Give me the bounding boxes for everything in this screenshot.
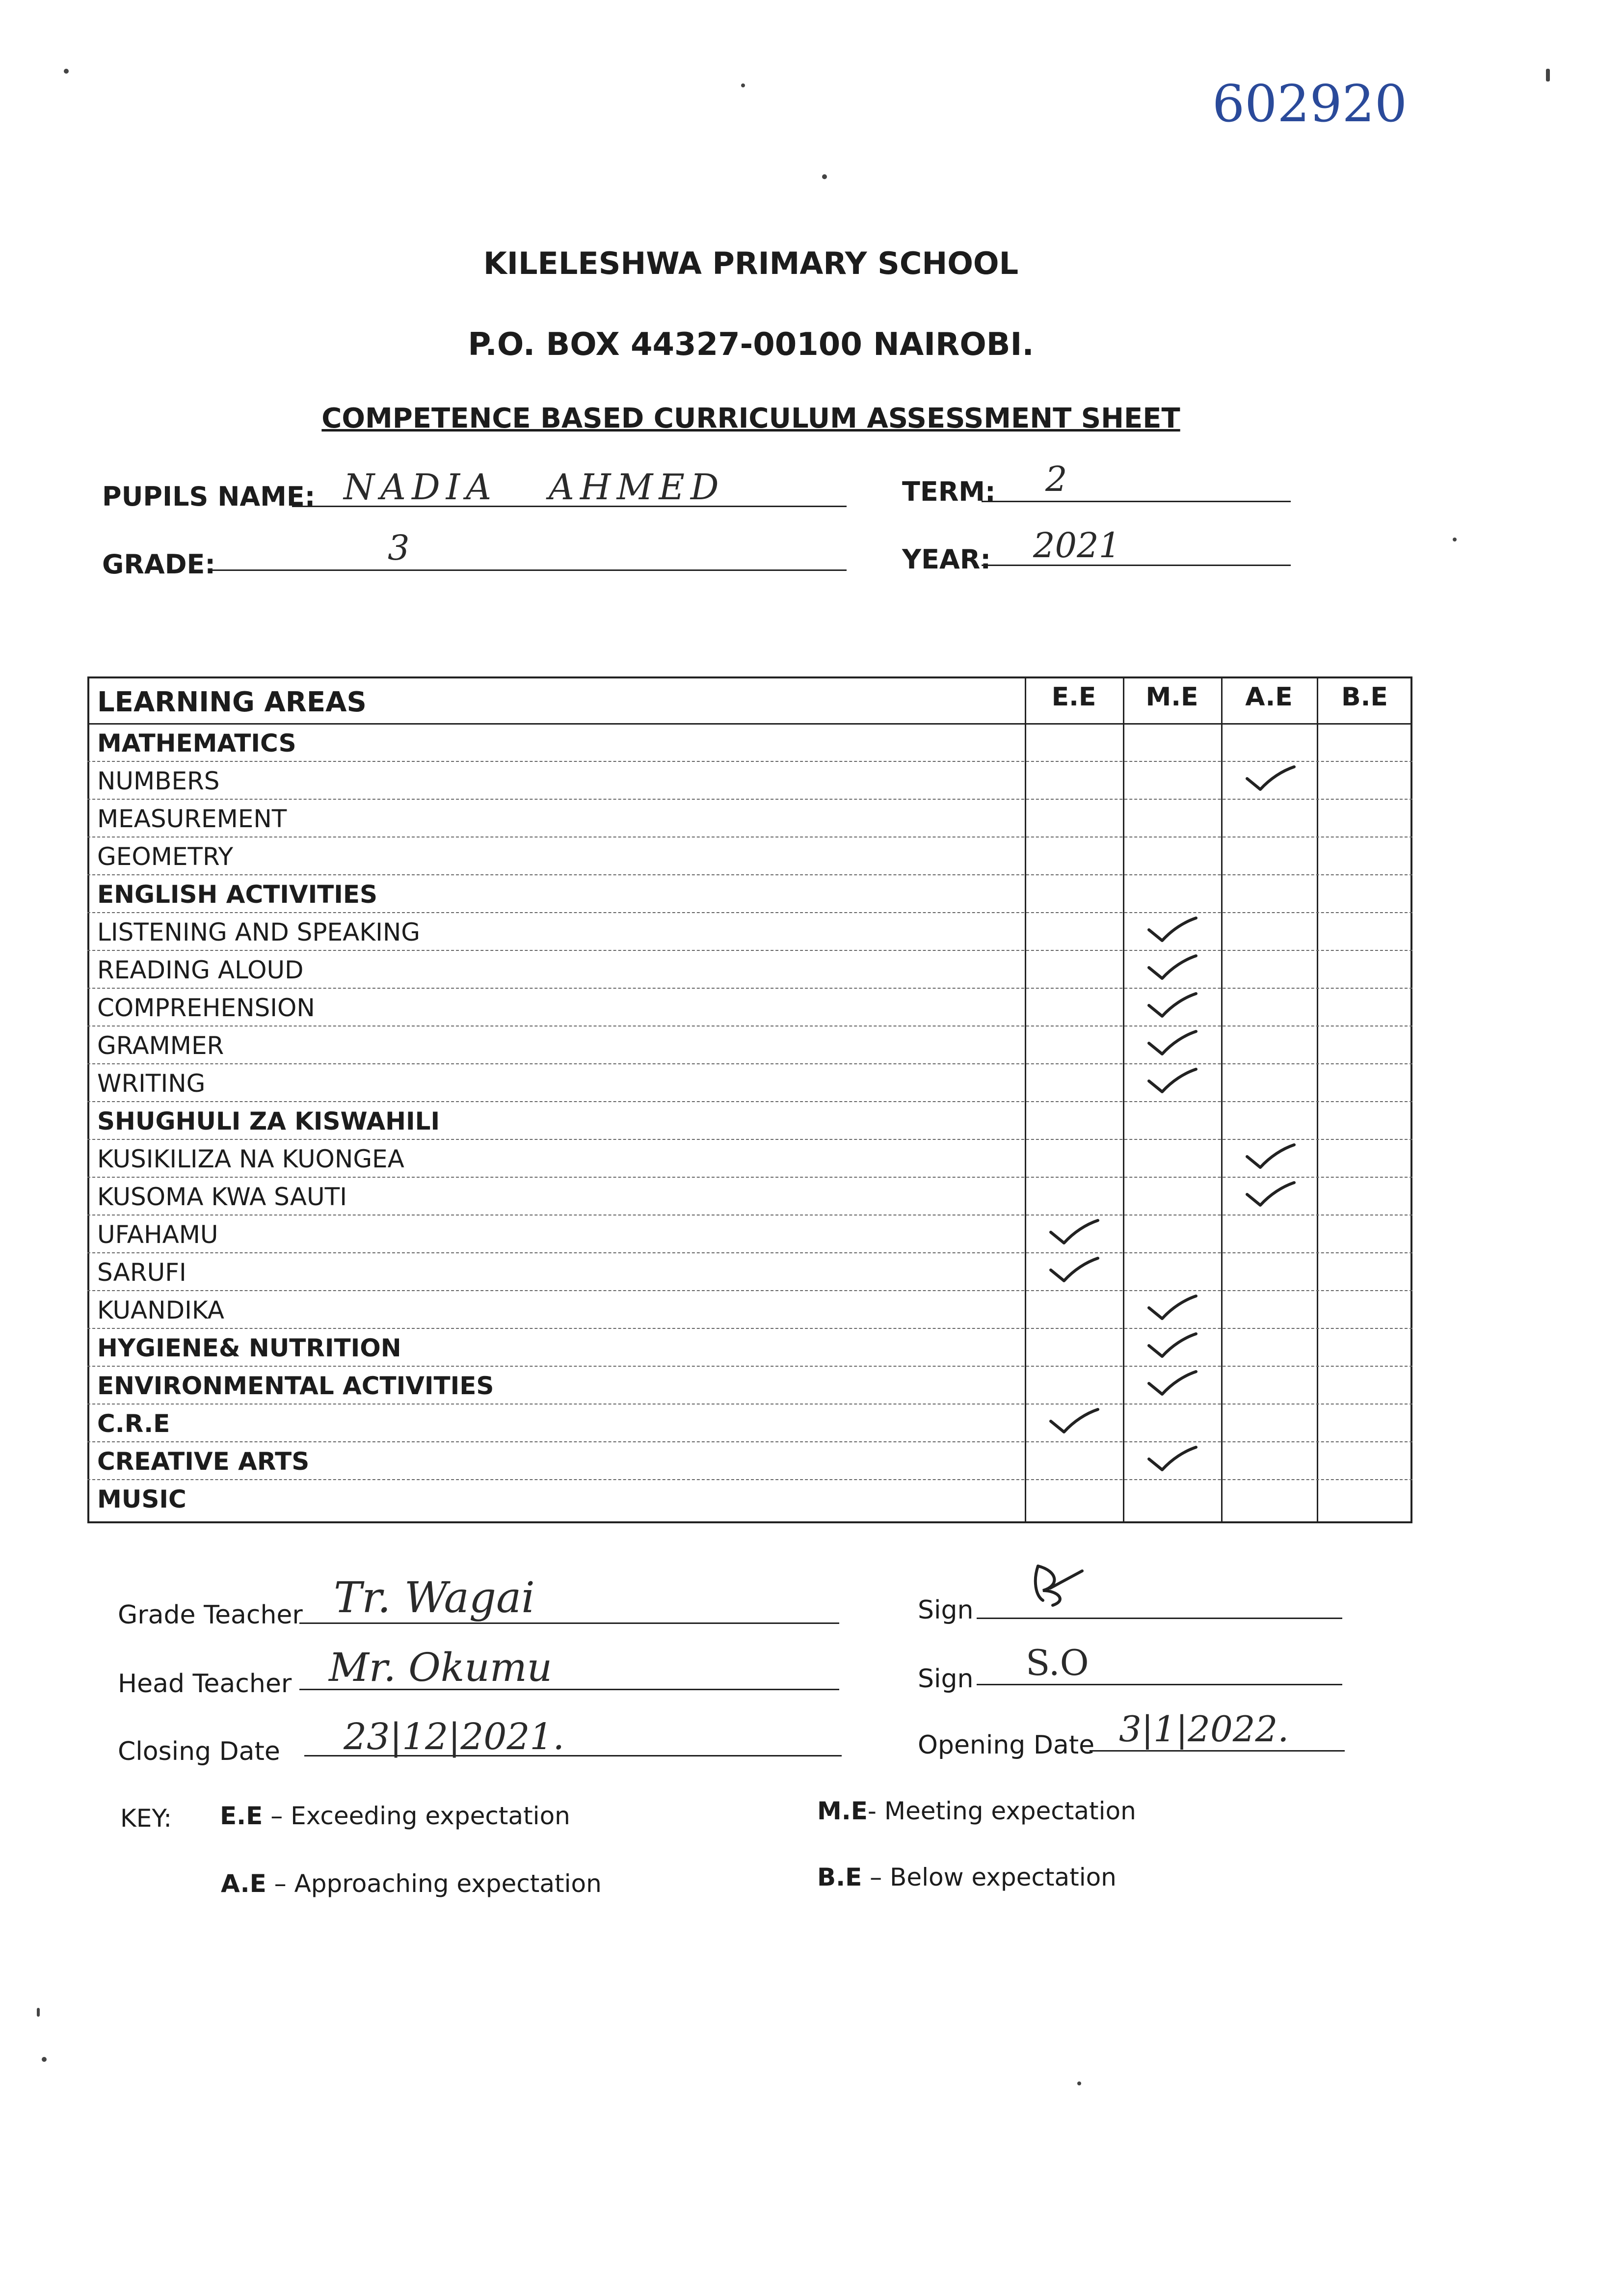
learning-area-0: MATHEMATICS [97, 729, 296, 757]
key-me [817, 1797, 1136, 1825]
key-me-code: M.E [817, 1797, 868, 1825]
row-rule [87, 912, 1412, 913]
grade-teacher-signature [1023, 1561, 1092, 1610]
learning-area-11: KUSIKILIZA NA KUONGEA [97, 1145, 404, 1173]
tick-mark-icon [1145, 1369, 1199, 1400]
tick-mark-icon [1145, 1028, 1199, 1060]
tick-mark-icon [1243, 1180, 1297, 1211]
year-line [982, 565, 1291, 566]
school-address: P.O. BOX 44327-00100 NAIROBI. [468, 326, 1034, 363]
tick-mark-icon [1145, 991, 1199, 1022]
learning-area-6: READING ALOUD [97, 956, 304, 984]
learning-area-3: GEOMETRY [97, 842, 234, 871]
row-rule [87, 1177, 1412, 1178]
grade-teacher-sign-line [977, 1618, 1342, 1619]
row-rule [87, 1252, 1412, 1253]
tick-mark-icon [1145, 1066, 1199, 1098]
col-divider-areas [1025, 676, 1026, 1523]
key-me-text: - Meeting expectation [867, 1797, 1136, 1825]
learning-area-8: GRAMMER [97, 1031, 224, 1060]
learning-area-10: SHUGHULI ZA KISWAHILI [97, 1107, 440, 1135]
scan-speck [822, 174, 827, 179]
key-ee [220, 1802, 570, 1830]
scan-speck [64, 69, 69, 74]
scan-speck [42, 2057, 47, 2062]
head-teacher-value: Mr. Okumu [329, 1645, 553, 1690]
learning-area-2: MEASUREMENT [97, 805, 287, 833]
school-name: KILELESHWA PRIMARY SCHOOL [483, 245, 1019, 281]
grade-label: GRADE: [102, 549, 216, 580]
closing-date-value: 23|12|2021. [344, 1716, 565, 1758]
scan-speck [741, 83, 745, 87]
learning-area-20: MUSIC [97, 1485, 186, 1513]
col-header-ee: E.E [1051, 682, 1096, 712]
col-divider-ae [1317, 676, 1318, 1523]
tick-mark-icon [1145, 915, 1199, 946]
col-header-ae: A.E [1245, 682, 1293, 712]
tick-mark-icon [1145, 1293, 1199, 1324]
learning-area-14: SARUFI [97, 1258, 186, 1287]
learning-area-9: WRITING [97, 1069, 206, 1098]
learning-area-5: LISTENING AND SPEAKING [97, 918, 421, 946]
learning-area-17: ENVIRONMENTAL ACTIVITIES [97, 1372, 494, 1400]
year-value: 2021 [1033, 525, 1121, 566]
row-rule [87, 1328, 1412, 1329]
closing-date-label: Closing Date [118, 1737, 280, 1766]
key-label: KEY: [120, 1804, 172, 1833]
col-divider-ee [1123, 676, 1124, 1523]
row-rule [87, 1404, 1412, 1405]
tick-mark-icon [1047, 1255, 1101, 1287]
grade-teacher-sign-label: Sign [918, 1595, 974, 1625]
row-rule [87, 1215, 1412, 1216]
term-value: 2 [1045, 459, 1067, 499]
key-ee-text: – Exceeding expectation [263, 1802, 570, 1830]
scan-speck [1546, 69, 1550, 81]
head-teacher-signature: S.O [1026, 1642, 1089, 1683]
key-be-text: – Below expectation [862, 1863, 1117, 1891]
learning-area-1: NUMBERS [97, 767, 220, 795]
scan-speck [1453, 538, 1457, 541]
row-rule [87, 874, 1412, 875]
grade-teacher-value: Tr. Wagai [334, 1573, 535, 1622]
key-ae-text: – Approaching expectation [266, 1869, 602, 1898]
grade-teacher-label: Grade Teacher [118, 1600, 303, 1630]
head-teacher-sign-line [977, 1684, 1342, 1685]
tick-mark-icon [1047, 1217, 1101, 1249]
learning-area-15: KUANDIKA [97, 1296, 225, 1324]
learning-area-19: CREATIVE ARTS [97, 1447, 310, 1476]
row-rule [87, 761, 1412, 762]
learning-area-16: HYGIENE& NUTRITION [97, 1334, 401, 1362]
tick-mark-icon [1047, 1406, 1101, 1438]
learning-areas-header: LEARNING AREAS [97, 686, 367, 718]
col-header-me: M.E [1145, 682, 1198, 712]
key-ae [221, 1869, 602, 1898]
opening-date-line [1090, 1750, 1345, 1752]
row-rule [87, 1139, 1412, 1140]
term-line [982, 501, 1291, 502]
row-rule [87, 1479, 1412, 1480]
year-label: YEAR: [902, 544, 991, 575]
scan-speck [37, 2008, 40, 2017]
header-rule [87, 723, 1412, 725]
key-be [817, 1863, 1117, 1891]
opening-date-label: Opening Date [918, 1730, 1095, 1760]
learning-area-7: COMPREHENSION [97, 994, 315, 1022]
sheet-title: COMPETENCE BASED CURRICULUM ASSESSMENT SHEET [321, 403, 1180, 434]
key-ae-code: A.E [221, 1869, 266, 1898]
scan-speck [1077, 2081, 1081, 2085]
tick-mark-icon [1145, 1444, 1199, 1476]
head-teacher-sign-label: Sign [918, 1664, 974, 1694]
tick-mark-icon [1145, 1331, 1199, 1362]
grade-teacher-line [299, 1622, 839, 1624]
key-ee-code: E.E [220, 1802, 263, 1830]
tick-mark-icon [1145, 953, 1199, 984]
term-label: TERM: [902, 476, 996, 507]
row-rule [87, 799, 1412, 800]
archive-number: 602920 [1212, 74, 1408, 134]
learning-area-13: UFAHAMU [97, 1220, 218, 1249]
assessment-table [87, 676, 1412, 1523]
pupils-name-label: PUPILS NAME: [102, 481, 316, 512]
row-rule [87, 1063, 1412, 1064]
pupils-name-value: NADIA AHMED [344, 466, 725, 508]
head-teacher-label: Head Teacher [118, 1669, 292, 1699]
row-rule [87, 1290, 1412, 1291]
row-rule [87, 1366, 1412, 1367]
learning-area-4: ENGLISH ACTIVITIES [97, 880, 378, 909]
col-divider-me [1221, 676, 1223, 1523]
tick-mark-icon [1243, 1142, 1297, 1173]
grade-value: 3 [388, 528, 410, 568]
learning-area-12: KUSOMA KWA SAUTI [97, 1183, 347, 1211]
grade-line [211, 569, 847, 571]
row-rule [87, 1101, 1412, 1102]
row-rule [87, 988, 1412, 989]
opening-date-value: 3|1|2022. [1119, 1708, 1289, 1750]
key-be-code: B.E [817, 1863, 862, 1891]
learning-area-18: C.R.E [97, 1409, 170, 1438]
tick-mark-icon [1243, 764, 1297, 795]
row-rule [87, 1441, 1412, 1442]
row-rule [87, 950, 1412, 951]
col-header-be: B.E [1341, 682, 1388, 712]
